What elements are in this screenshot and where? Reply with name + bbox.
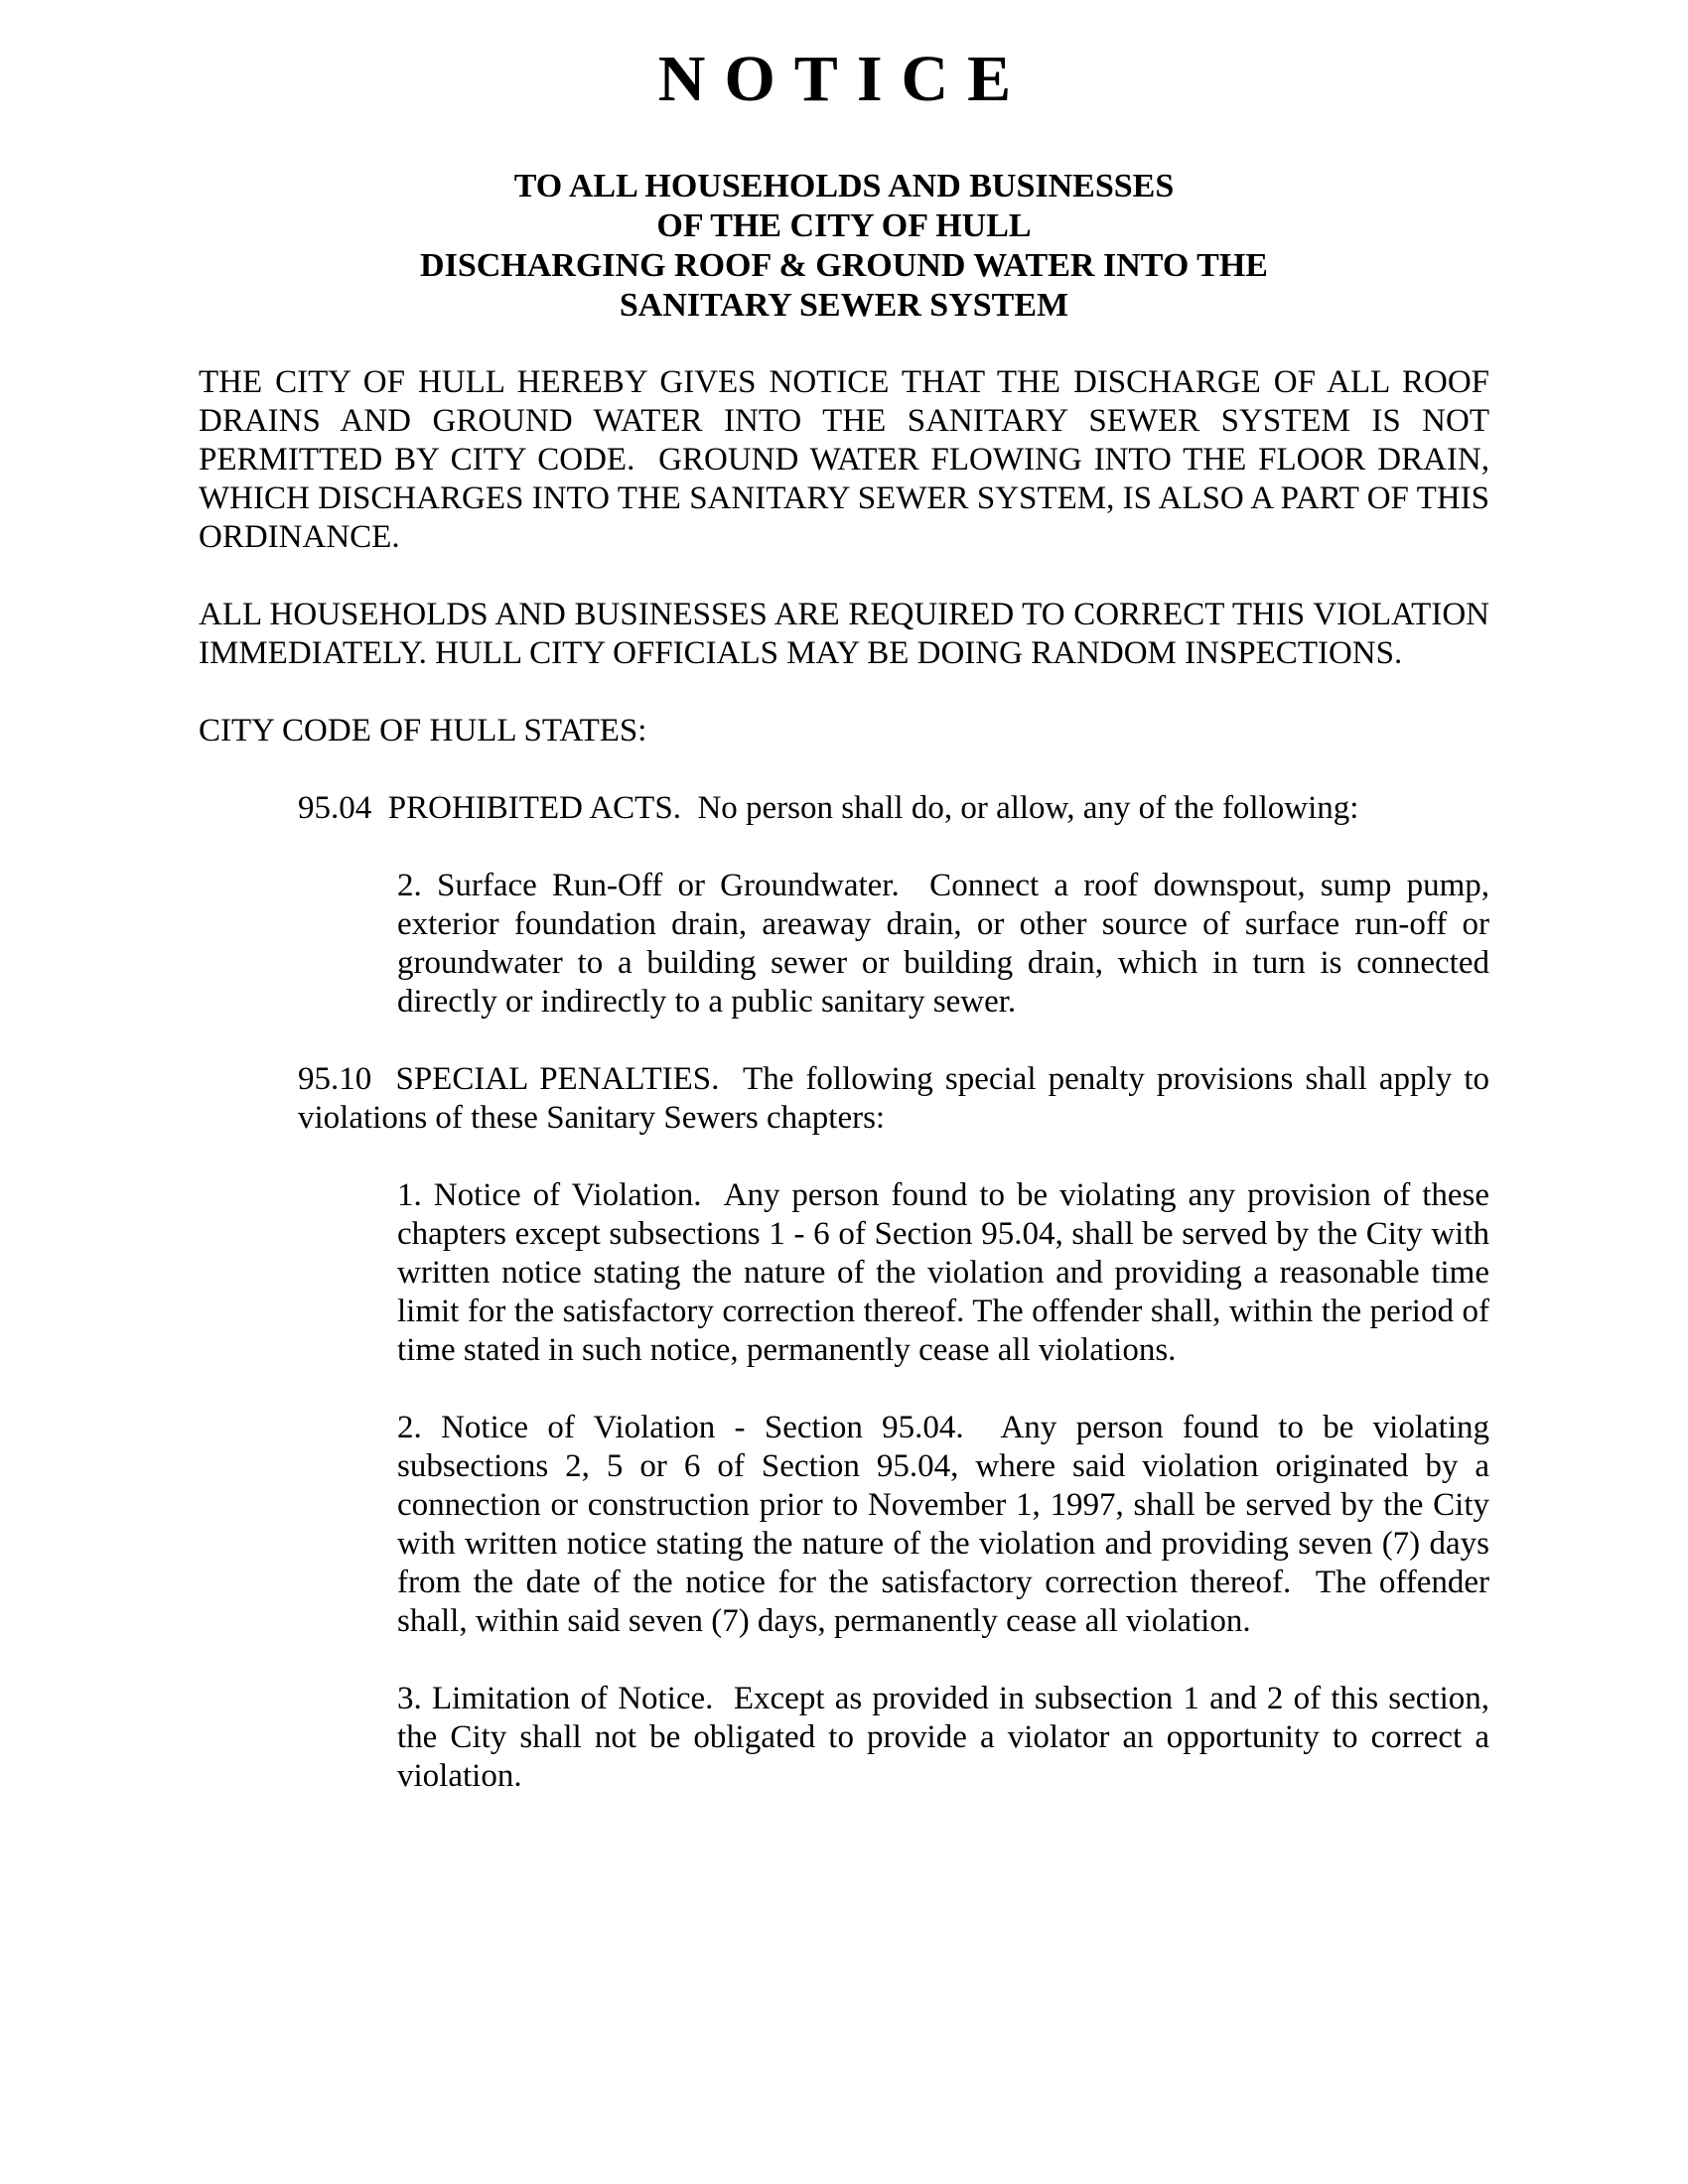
subtitle-line-4: SANITARY SEWER SYSTEM [619, 287, 1069, 324]
section-95-10-subsection-1: 1. Notice of Violation. Any person found to be violating any provision of these chapters except subsections 1 - 6 of Section 95.04, shall be served by the City with written notice stating the nature of the violation and providing a reasonable time limit for the satisfactory correction thereof. The offender shall, within the period of time stated in such notice, permanently cease all violations. [397, 1177, 1489, 1368]
subtitle-line-3: DISCHARGING ROOF & GROUND WATER INTO THE [420, 247, 1268, 284]
section-heading-95-04: 95.04 PROHIBITED ACTS. No person shall do, or allow, any of the following: [298, 790, 1359, 826]
document-title: NOTICE [657, 43, 1031, 115]
section-heading-95-10: 95.10 SPECIAL PENALTIES. The following special penalty provisions shall apply to violations of these Sanitary Sewers chapters: [298, 1061, 1489, 1136]
intro-paragraph-discharge: THE CITY OF HULL HEREBY GIVES NOTICE THAT THE DISCHARGE OF ALL ROOF DRAINS AND GROUND WATER INTO THE SANITARY SEWER SYSTEM IS NOT PERMITTED BY CITY CODE. GROUND WATER FLOWING INTO THE FLOOR DRAIN, WHICH DISCHARGES INTO THE SANITARY SEWER SYSTEM, IS ALSO A PART OF THIS ORDINANCE. [199, 364, 1489, 555]
section-95-10-subsection-2: 2. Notice of Violation - Section 95.04. Any person found to be violating subsections 2, 5 or 6 of Section 95.04, where said violation originated by a connection or construction prior to November 1, 1997, shall be served by the City with written notice stating the nature of the violation and providing seven (7) days from the date of the notice for the satisfactory correction thereof. The offender shall, within said seven (7) days, permanently cease all violation. [397, 1410, 1489, 1639]
section-95-04-subsection-2: 2. Surface Run-Off or Groundwater. Connect a roof downspout, sump pump, exterior foundation drain, areaway drain, or other source of surface run-off or groundwater to a building sewer or building drain, which in turn is connected directly or indirectly to a public sanitary sewer. [397, 868, 1489, 1020]
subtitle-line-2: OF THE CITY OF HULL [656, 207, 1032, 244]
section-95-10-subsection-3: 3. Limitation of Notice. Except as provided in subsection 1 and 2 of this section, the City shall not be obligated to provide a violator an opportunity to correct a violation. [397, 1681, 1489, 1794]
intro-paragraph-correction: ALL HOUSEHOLDS AND BUSINESSES ARE REQUIRED TO CORRECT THIS VIOLATION IMMEDIATELY. HULL CITY OFFICIALS MAY BE DOING RANDOM INSPECTIONS. [199, 597, 1489, 671]
document-subtitle [199, 167, 1489, 326]
subtitle-line-1: TO ALL HOUSEHOLDS AND BUSINESSES [513, 168, 1175, 205]
lead-in-city-code: CITY CODE OF HULL STATES: [199, 713, 647, 749]
